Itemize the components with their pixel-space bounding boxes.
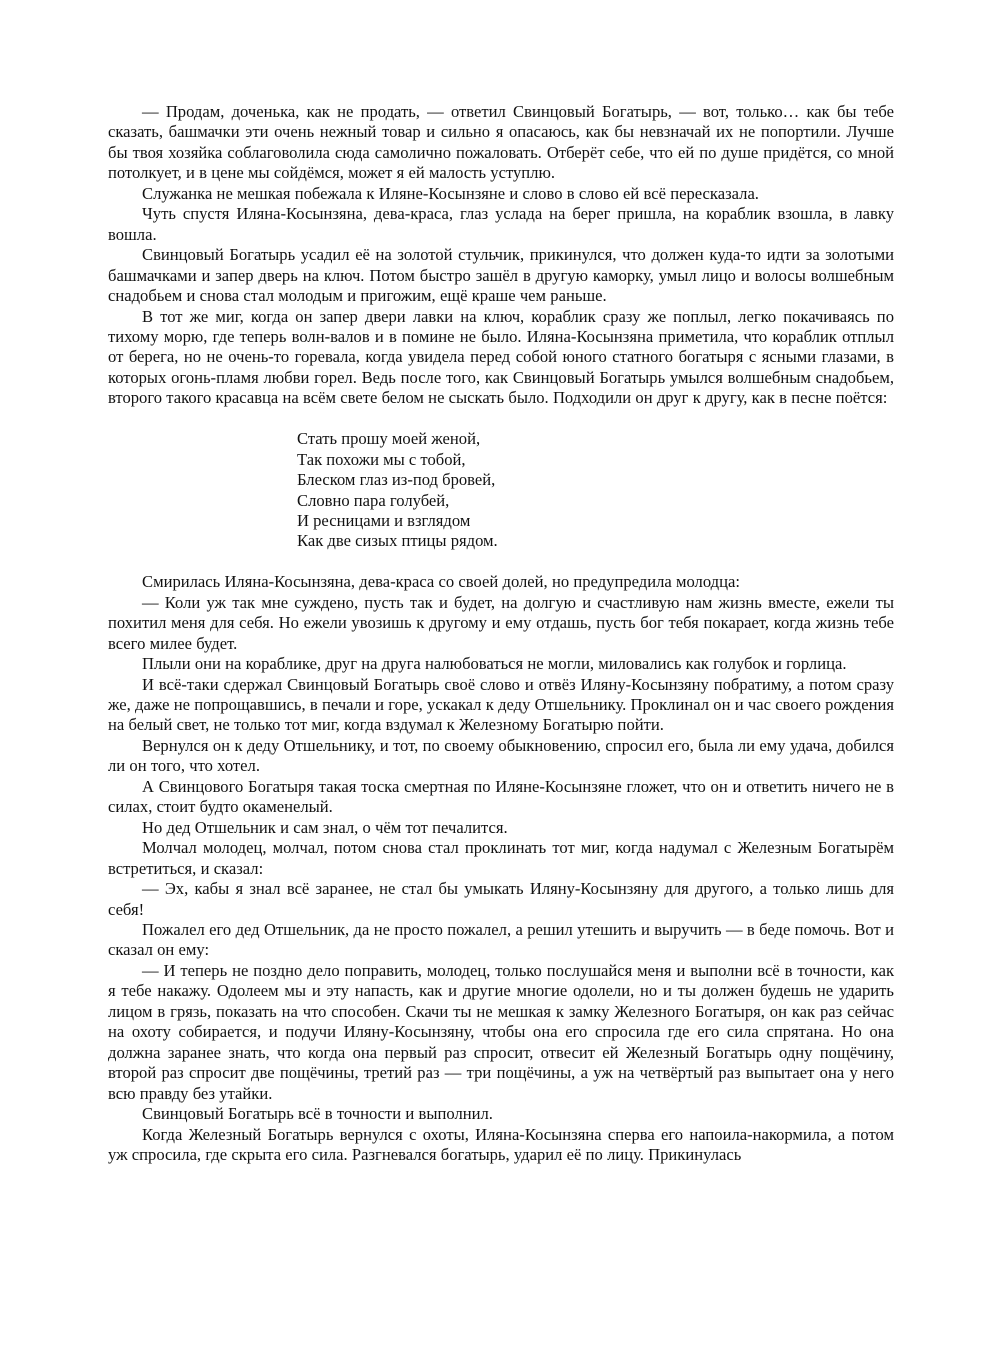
body-paragraph: Свинцовый Богатырь всё в точности и выполнил. xyxy=(142,1104,493,1124)
body-paragraph: — Эх, кабы я знал всё заранее, не стал бы умыкать Иляну-Косынзяну для другого, а только лишь для себя! xyxy=(108,879,894,919)
body-paragraph: Плыли они на кораблике, друг на друга налюбоваться не могли, миловались как голубок и горлица. xyxy=(142,654,847,674)
body-paragraph: — И теперь не поздно дело поправить, молодец, только послушайся меня и выполни всё в точности, как я тебе накажу. Одолеем мы и эту напасть, как и другие многие одолели, но и ты должен будешь не ударить лицом в грязь, показать на что способен. Скачи ты не мешкая к замку Железного Богатыря, он как раз сейчас на охоту собирается, и подучи Иляну-Косынзяну, чтобы она его спросила где его сила спрятана. Но она должна заранее знать, что когда она первый раз спросит, отвесит ей Железный Богатырь одну пощёчину, второй раз спросит две пощёчины, третий раз — три пощёчины, а уж на четвёртый раз выпытает она у него всю правду без утайки. xyxy=(108,960,894,1103)
body-paragraph: Молчал молодец, молчал, потом снова стал проклинать тот миг, когда надумал с Железным Богатырём встретиться, и сказал: xyxy=(108,838,894,878)
body-paragraph: — Продам, доченька, как не продать, — ответил Свинцовый Богатырь, — вот, только… как бы тебе сказать, башмачки эти очень нежный товар и сильно я опасаюсь, как бы невзначай их не попортили. Лучше бы твоя хозяйка соблаговолила сюда самолично пожаловать. Отберёт себе, что ей по душе придётся, со мной потолкует, и в цене мы сойдёмся, может я ей малость уступлю. xyxy=(108,102,894,183)
body-paragraph: Смирилась Иляна-Косынзяна, дева-краса со своей долей, но предупредила молодца: xyxy=(142,572,740,592)
body-paragraph: Вернулся он к деду Отшельнику, и тот, по своему обыкновению, спросил его, была ли ему удача, добился ли он того, что хотел. xyxy=(108,735,894,776)
body-paragraph: И всё-таки сдержал Свинцовый Богатырь своё слово и отвёз Иляну-Косынзяну побратиму, а потом сразу же, даже не попрощавшись, в печали и горе, ускакал к деду Отшельнику. Проклинал он и час своего рождения на белый свет, не только тот миг, когда вздумал к Железному Богатырю пойти. xyxy=(108,674,894,735)
body-paragraph: Чуть спустя Иляна-Косынзяна, дева-краса, глаз услада на берег пришла, на кораблик взошла, в лавку вошла. xyxy=(108,204,894,244)
verse-line: Блеском глаз из-под бровей, xyxy=(297,470,496,490)
body-paragraph: А Свинцового Богатыря такая тоска смертная по Иляне-Косынзяне гложет, что он и ответить ничего не в силах, стоит будто окаменелый. xyxy=(108,776,894,817)
verse-line: Словно пара голубей, xyxy=(297,490,450,510)
verse-line: Стать прошу моей женой, xyxy=(297,429,481,449)
verse-line: И ресницами и взглядом xyxy=(297,511,471,530)
body-paragraph: — Коли уж так мне суждено, пусть так и будет, на долгую и счастливую нам жизнь вместе, ежели ты похитил меня для себя. Но ежели увозишь к другому и ему отдашь, пусть бог тебя покарает, когда жизнь тебе всего милее будет. xyxy=(108,592,894,653)
text-column xyxy=(108,102,894,1165)
body-paragraph: Но дед Отшельник и сам знал, о чём тот печалится. xyxy=(142,817,508,837)
verse-block xyxy=(108,409,894,573)
body-paragraph: Пожалел его дед Отшельник, да не просто пожалел, а решил утешить и выручить — в беде помочь. Вот и сказал он ему: xyxy=(108,920,894,960)
body-paragraph: Служанка не мешкая побежала к Иляне-Косынзяне и слово в слово ей всё пересказала. xyxy=(142,183,759,203)
body-paragraph: В тот же миг, когда он запер двери лавки на ключ, кораблик сразу же поплыл, легко покачиваясь по тихому морю, где теперь волн-валов и в помине не было. Иляна-Косынзяна приметила, что кораблик отплыл от берега, но не очень-то горевала, когда увидела перед собой юного статного богатыря с ясными глазами, в которых огонь-пламя любви горел. Ведь после того, как Свинцовый Богатырь умылся волшебным снадобьем, второго такого красавца на всём свете белом не сыскать было. Подходили он друг к другу, как в песне поётся: xyxy=(108,306,894,408)
body-paragraph: Свинцовый Богатырь усадил её на золотой стульчик, прикинулся, что должен куда-то идти за золотыми башмачками и запер дверь на ключ. Потом быстро зашёл в другую каморку, умыл лицо и волосы волшебным снадобьем и снова стал молодым и пригожим, ещё краше чем раньше. xyxy=(108,245,894,306)
body-paragraph: Когда Железный Богатырь вернулся с охоты, Иляна-Косынзяна сперва его напоила-накормила, а потом уж спросила, где скрыта его сила. Разгневался богатырь, ударил её по лицу. Прикинулась xyxy=(108,1124,894,1164)
verse-line: Так похожи мы с тобой, xyxy=(297,449,466,469)
verse-line: Как две сизых птицы рядом. xyxy=(297,531,498,551)
